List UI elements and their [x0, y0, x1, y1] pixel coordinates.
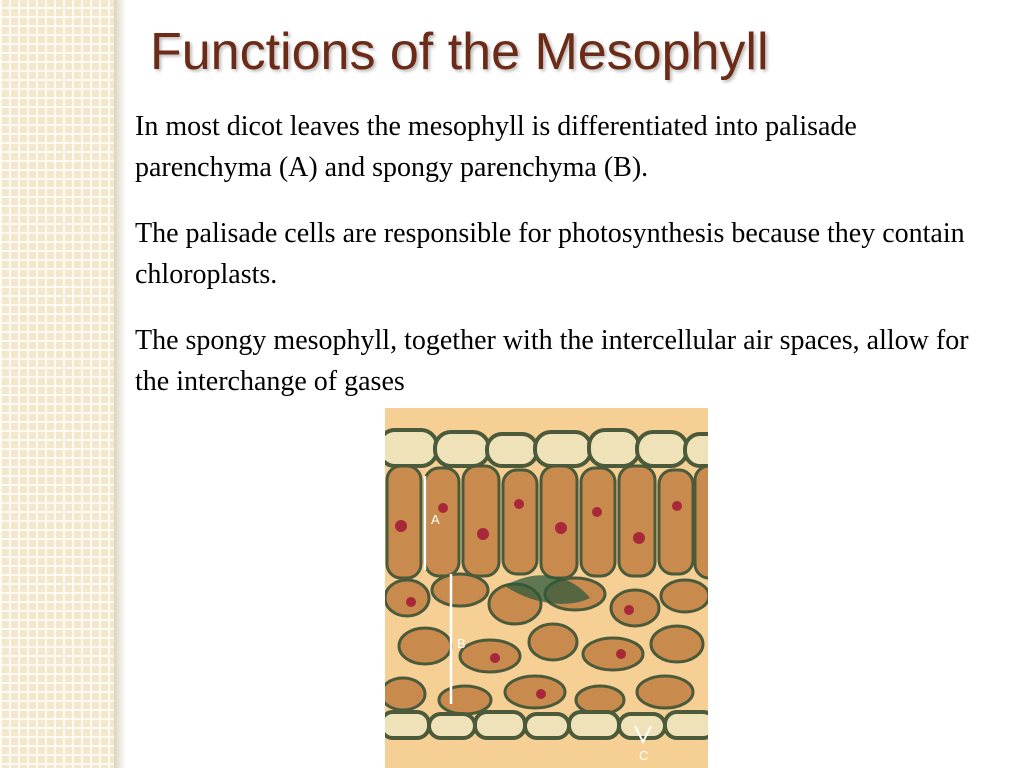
- decorative-side-strip: [0, 0, 114, 768]
- leaf-cross-section-micrograph: [385, 408, 708, 768]
- side-strip-shadow: [114, 0, 126, 768]
- paragraph-mesophyll-differentiation: In most dicot leaves the mesophyll is differentiated into palisade parenchyma (A) and spongy parenchyma (B).: [135, 111, 857, 183]
- paragraph-spongy-function: The spongy mesophyll, together with the intercellular air spaces, allow for the interchange of gases: [135, 325, 969, 397]
- upper-epidermis: [385, 430, 708, 466]
- slide-title: Functions of the Mesophyll: [150, 23, 769, 81]
- paragraph-palisade-function: The palisade cells are responsible for photosynthesis because they contain chloroplasts.: [135, 218, 965, 290]
- label-a: A: [431, 512, 440, 527]
- lower-epidermis: [385, 712, 708, 738]
- slide-body: [135, 106, 995, 427]
- label-b: B: [457, 636, 466, 651]
- label-c: C: [639, 748, 649, 763]
